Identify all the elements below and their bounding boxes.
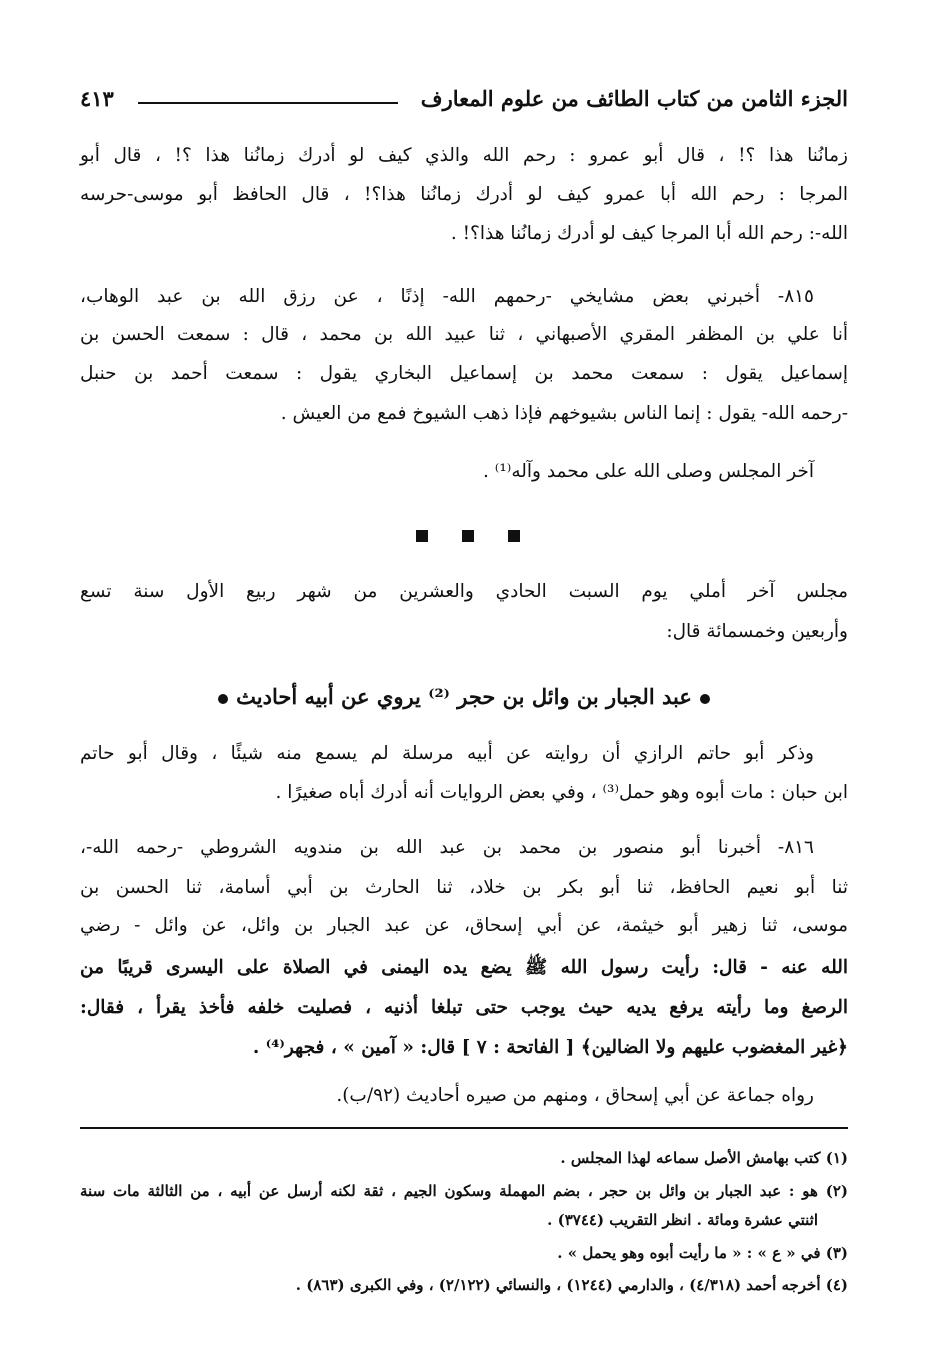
page-number: ٤١٣ — [80, 86, 114, 111]
footnote: (٣) في « ع » : « ما رأيت أبوه وهو يحمل » . — [557, 1244, 848, 1262]
footnote: (٢) هو : عبد الجبار بن وائل بن حجر ، بضم المهملة وسكون الجيم ، ثقة لكنه أرسل عن أبيه ، من الثالثة مات سنة — [80, 1182, 848, 1200]
text-line: الله-: رحم الله أبا المرجا كيف لو أدرك زمانُنا هذا؟! . — [450, 223, 848, 244]
footnote: اثنتي عشرة ومائة . انظر التقريب (٣٧٤٤) . — [547, 1211, 818, 1229]
text-line: ﴿غير المغضوب عليهم ولا الضالين﴾ [ الفاتحة : ٧ ] قال: « آمين » ، فجهر⁽⁴⁾ . — [252, 1037, 848, 1058]
running-header — [80, 82, 848, 118]
bullet-dot-icon — [700, 694, 710, 704]
section-heading-text: عبد الجبار بن وائل بن حجر ⁽²⁾ يروي عن أبيه أحاديث — [236, 684, 692, 709]
text-line: المرجا : رحم الله أبا عمرو كيف لو أدرك زمانُنا هذا؟! ، قال الحافظ أبو موسى-حرسه — [80, 184, 848, 205]
text-line: ٨١٥- أخبرني بعض مشايخي -رحمهم الله- إذنًا ، عن رزق الله بن عبد الوهاب، — [80, 286, 814, 307]
text-line: أنا علي بن المظفر المقري الأصبهاني ، ثنا عبيد الله بن محمد ، قال : سمعت الحسن بن — [80, 324, 848, 345]
text-line: الله عنه - قال: رأيت رسول الله ﷺ يضع يده اليمنى في الصلاة على اليسرى قريبًا من — [80, 957, 848, 978]
text-line: رواه جماعة عن أبي إسحاق ، ومنهم من صيره أحاديث (٩٢/ب). — [336, 1085, 814, 1106]
text-line: مجلس آخر أملي يوم السبت الحادي والعشرين من شهر ربيع الأول سنة تسع — [80, 581, 848, 602]
footnote: (٤) أخرجه أحمد (٤/٣١٨) ، والدارمي (١٢٤٤) ، والنسائي (٢/١٢٢) ، وفي الكبرى (٨٦٣) . — [295, 1276, 848, 1294]
text-line: -رحمه الله- يقول : إنما الناس بشيوخهم فإذا ذهب الشيوخ فمع من العيش . — [280, 403, 848, 424]
header-title: الجزء الثامن من كتاب الطائف من علوم المعارف — [420, 86, 848, 111]
section-separator — [0, 530, 928, 544]
footnote-rule — [80, 1127, 848, 1129]
text-line: وذكر أبو حاتم الرازي أن روايته عن أبيه مرسلة لم يسمع منه شيئًا ، وقال أبو حاتم — [80, 743, 814, 764]
bullet-dot-icon — [218, 694, 228, 704]
section-heading — [80, 683, 848, 711]
text-line: ابن حبان : مات أبوه وهو حمل⁽³⁾ ، وفي بعض الروايات أنه أدرك أباه صغيرًا . — [275, 782, 848, 803]
separator-square — [416, 530, 428, 542]
text-line: الرصغ وما رأيته يرفع يديه حيث يوجب حتى تبلغا أذنيه ، فصليت خلفه فأخذ يقرأ ، فقال: — [80, 997, 848, 1018]
text-line: إسماعيل يقول : سمعت محمد بن إسماعيل البخاري يقول : سمعت أحمد بن حنبل — [80, 363, 848, 384]
text-line: ثنا أبو نعيم الحافظ، ثنا أبو بكر بن خلاد، ثنا الحارث بن أبي أسامة، ثنا الحسن بن — [80, 877, 848, 898]
footnote: (١) كتب بهامش الأصل سماعه لهذا المجلس . — [560, 1149, 848, 1167]
separator-square — [462, 530, 474, 542]
header-rule — [138, 102, 398, 104]
text-line: وأربعين وخمسمائة قال: — [666, 621, 848, 642]
separator-square — [508, 530, 520, 542]
text-line: زمانُنا هذا ؟! ، قال أبو عمرو : رحم الله والذي كيف لو أدرك زمانُنا هذا ؟! ، قال أبو — [80, 145, 848, 166]
text-line: ٨١٦- أخبرنا أبو منصور بن محمد بن عبد الله بن مندويه الشروطي -رحمه الله-، — [80, 837, 814, 858]
text-line: موسى، ثنا زهير أبو خيثمة، عن أبي إسحاق، عن عبد الجبار بن وائل، عن وائل - رضي — [80, 915, 848, 936]
text-line: آخر المجلس وصلى الله على محمد وآله⁽¹⁾ . — [483, 461, 814, 482]
